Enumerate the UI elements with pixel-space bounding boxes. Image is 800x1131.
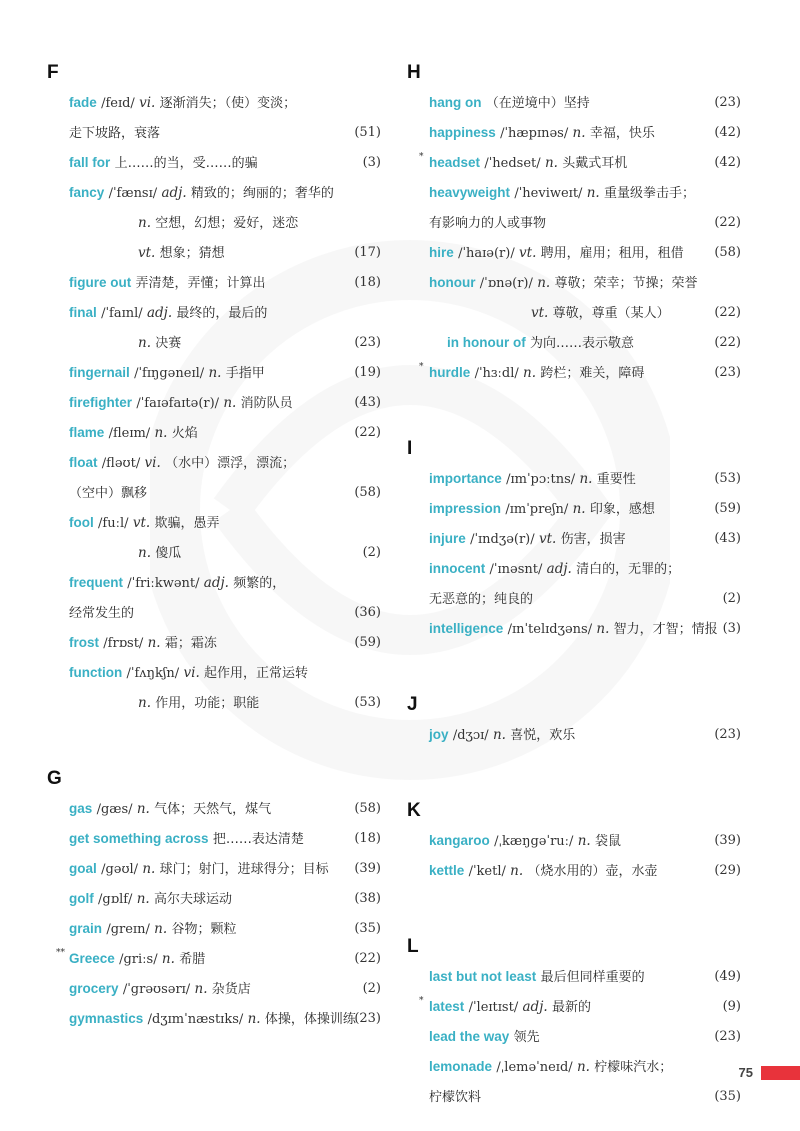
entry-phonetic: /ˈgrəʊsərɪ/ [122, 982, 191, 997]
entry-headword: gas [69, 801, 93, 816]
dictionary-entry [47, 854, 387, 884]
dictionary-entry [407, 118, 747, 148]
entry-headword: happiness [429, 125, 496, 140]
entry-definition: 重量级拳击手； [604, 186, 696, 201]
part-of-speech: n. [586, 185, 600, 201]
entry-definition: 火焰 [171, 426, 198, 441]
page-reference: (59) [714, 501, 741, 516]
entry-headword: innocent [429, 561, 486, 576]
entry-definition: 霜；霜冻 [164, 636, 217, 651]
entry-sense [47, 328, 387, 358]
entry-definition: 柠檬饮料 [429, 1090, 482, 1105]
section-l [407, 932, 747, 1112]
page-reference: (22) [354, 951, 381, 966]
section-letter: F [47, 62, 59, 83]
section-j [407, 690, 747, 750]
part-of-speech: vi. [183, 665, 200, 681]
part-of-speech: n. [596, 621, 610, 637]
page-reference: (2) [362, 981, 381, 996]
page-reference: (29) [714, 863, 741, 878]
part-of-speech: n. [194, 981, 208, 997]
entry-headword: latest [429, 999, 465, 1014]
entry-definition: 起作用，正常运转 [204, 666, 309, 681]
section-gap [407, 886, 747, 932]
dictionary-entry [47, 914, 387, 944]
entry-definition: 手指甲 [225, 366, 265, 381]
entry-phonetic: /ˈhɜːdl/ [474, 366, 519, 381]
entry-phonetic: /ˈɒnə(r)/ [479, 276, 533, 291]
part-of-speech: adj. [161, 185, 187, 201]
page-reference: (23) [354, 1011, 381, 1026]
page-reference: (22) [714, 215, 741, 230]
part-of-speech: n. [142, 861, 156, 877]
entry-headword: fade [69, 95, 97, 110]
entry-phonetic: /ˌleməˈneɪd/ [496, 1060, 573, 1075]
part-of-speech: n. [138, 335, 151, 351]
dictionary-entry [407, 178, 747, 208]
asterisk-mark: * [419, 996, 424, 1006]
entry-headword: headset [429, 155, 481, 170]
entry-phonetic: /ɪnˈtelɪdʒəns/ [507, 622, 593, 637]
entry-definition: 重要性 [596, 472, 636, 487]
page-reference: (43) [354, 395, 381, 410]
dictionary-entry [407, 148, 747, 178]
part-of-speech: n. [138, 215, 151, 231]
entry-phonetic: /ˈfriːkwənt/ [127, 576, 200, 591]
page-reference: (36) [354, 605, 381, 620]
entry-phonetic: /ˈfɪŋgəneɪl/ [134, 366, 205, 381]
entry-phonetic: /ˈɪnəsnt/ [489, 562, 543, 577]
part-of-speech: vt. [132, 515, 151, 531]
part-of-speech: n. [138, 695, 151, 711]
entry-headword: kettle [429, 863, 465, 878]
page-reference: (43) [714, 531, 741, 546]
entry-headword: fancy [69, 185, 105, 200]
entry-definition: 体操，体操训练 [264, 1012, 356, 1027]
entry-headword: flame [69, 425, 105, 440]
page-reference: (22) [714, 335, 741, 350]
entry-definition: 最新的 [551, 1000, 591, 1015]
entry-headword: function [69, 665, 123, 680]
section-letter: K [407, 800, 421, 821]
section-letter: G [47, 768, 62, 789]
page-reference: (2) [362, 545, 381, 560]
entry-definition: 气体；天然气，煤气 [154, 802, 272, 817]
section-f [47, 58, 387, 718]
dictionary-entry [47, 268, 387, 298]
entry-headword: hurdle [429, 365, 471, 380]
entry-phonetic: /feɪd/ [101, 96, 135, 111]
asterisk-mark: ** [56, 948, 65, 958]
page-reference: (18) [354, 831, 381, 846]
page-reference: (51) [354, 125, 381, 140]
page-reference: (23) [354, 335, 381, 350]
entry-phonetic: /ˌkæŋgəˈruː/ [494, 834, 574, 849]
entry-continuation [47, 598, 387, 628]
entry-headword: golf [69, 891, 94, 906]
entry-definition: 走下坡路，衰落 [69, 126, 161, 141]
entry-phonetic: /ˈhæpɪnəs/ [500, 126, 569, 141]
entry-definition: 经常发生的 [69, 606, 135, 621]
entry-phonetic: /ˈhaɪə(r)/ [458, 246, 515, 261]
dictionary-entry [407, 88, 747, 118]
page-reference: (23) [714, 365, 741, 380]
dictionary-entry [47, 628, 387, 658]
page-reference: (35) [354, 921, 381, 936]
part-of-speech: n. [544, 155, 558, 171]
entry-definition: 高尔夫球运动 [154, 892, 233, 907]
entry-phonetic: /ˈfʌŋkʃn/ [126, 666, 180, 681]
dictionary-entry [47, 884, 387, 914]
entry-definition: 精致的；绚丽的；奢华的 [190, 186, 334, 201]
dictionary-entry [47, 1004, 387, 1034]
dictionary-entry [407, 614, 747, 644]
part-of-speech: n. [147, 635, 161, 651]
dictionary-entry [407, 494, 747, 524]
section-g [47, 764, 387, 1034]
dictionary-entry [47, 824, 387, 854]
page-reference: (23) [714, 727, 741, 742]
entry-sense [47, 538, 387, 568]
entry-definition: 球门；射门，进球得分；目标 [159, 862, 329, 877]
entry-headword: grocery [69, 981, 119, 996]
dictionary-entry [47, 418, 387, 448]
entry-definition: 柠檬味汽水； [594, 1060, 673, 1075]
part-of-speech: vi. [144, 455, 161, 471]
entry-definition: 傻瓜 [155, 546, 182, 561]
entry-continuation [407, 1082, 747, 1112]
part-of-speech: n. [154, 921, 168, 937]
part-of-speech: n. [136, 891, 150, 907]
entry-definition: 作用，功能；职能 [155, 696, 260, 711]
entry-headword: final [69, 305, 97, 320]
page-reference: (9) [722, 999, 741, 1014]
entry-headword: float [69, 455, 98, 470]
page-accent-bar [761, 1066, 800, 1080]
dictionary-entry [407, 856, 747, 886]
part-of-speech: n. [154, 425, 168, 441]
dictionary-entry [407, 524, 747, 554]
part-of-speech: n. [576, 1059, 590, 1075]
page-reference: (18) [354, 275, 381, 290]
page-number: 75 [738, 1065, 753, 1080]
part-of-speech: vt. [519, 245, 537, 261]
part-of-speech: vt. [531, 305, 549, 321]
entry-definition: 逐渐消失；（使）变淡； [159, 96, 297, 111]
section-letter: H [407, 62, 421, 83]
entry-definition: 希腊 [179, 952, 206, 967]
entry-definition: 聘用，雇用；租用，租借 [540, 246, 684, 261]
entry-phonetic: /fuːl/ [98, 516, 129, 531]
entry-phonetic: /ˈfænsɪ/ [108, 186, 158, 201]
entry-definition: 幸福，快乐 [589, 126, 655, 141]
entry-definition: 印象，感想 [589, 502, 655, 517]
entry-headword: joy [429, 727, 449, 742]
entry-definition: 欺骗，愚弄 [154, 516, 220, 531]
page-reference: (42) [714, 155, 741, 170]
page-reference: (58) [354, 485, 381, 500]
entry-sense [47, 238, 387, 268]
entry-definition: 频繁的， [233, 576, 286, 591]
dictionary-entry [47, 944, 387, 974]
entry-definition: 领先 [513, 1030, 540, 1045]
part-of-speech: n. [523, 365, 537, 381]
dictionary-entry [407, 1022, 747, 1052]
section-gap [407, 388, 747, 434]
page-reference: (42) [714, 125, 741, 140]
entry-definition: 尊敬；荣幸；节操；荣誉 [554, 276, 698, 291]
page-reference: (2) [722, 591, 741, 606]
dictionary-entry [407, 554, 747, 584]
entry-phonetic: /ˈfaɪəfaɪtə(r)/ [136, 396, 220, 411]
part-of-speech: n. [161, 951, 175, 967]
entry-headword: figure out [69, 275, 132, 290]
entry-phonetic: /ˈɪndʒə(r)/ [470, 532, 535, 547]
page-reference: (58) [714, 245, 741, 260]
entry-headword: Greece [69, 951, 115, 966]
entry-headword: intelligence [429, 621, 504, 636]
page-reference: (3) [722, 621, 741, 636]
asterisk-mark: * [419, 152, 424, 162]
entry-definition: 袋鼠 [595, 834, 622, 849]
entry-headword: get something across [69, 831, 209, 846]
dictionary-entry [407, 1052, 747, 1082]
entry-continuation [407, 584, 747, 614]
page-reference: (23) [714, 1029, 741, 1044]
part-of-speech: n. [136, 801, 150, 817]
entry-definition: 有影响力的人或事物 [429, 216, 547, 231]
dictionary-entry [407, 358, 747, 388]
entry-phonetic: /ˈhedset/ [484, 156, 541, 171]
dictionary-entry [47, 568, 387, 598]
entry-definition: （水中）漂浮，漂流； [165, 456, 296, 471]
part-of-speech: n. [247, 1011, 261, 1027]
entry-definition: 把……表达清楚 [212, 832, 304, 847]
dictionary-entry [407, 268, 747, 298]
entry-headword: impression [429, 501, 502, 516]
asterisk-mark: * [419, 362, 424, 372]
section-letter: I [407, 438, 413, 459]
dictionary-entry [407, 992, 747, 1022]
page-reference: (35) [714, 1089, 741, 1104]
entry-headword: grain [69, 921, 103, 936]
entry-headword: fingernail [69, 365, 130, 380]
entry-continuation [47, 118, 387, 148]
section-gap [407, 644, 747, 690]
entry-phonetic: /ˈketl/ [468, 864, 506, 879]
part-of-speech: vi. [139, 95, 156, 111]
entry-definition: 跨栏；难关，障碍 [540, 366, 645, 381]
entry-phonetic: /dʒɪmˈnæstɪks/ [147, 1012, 244, 1027]
page-reference: (38) [354, 891, 381, 906]
entry-phonetic: /greɪn/ [106, 922, 150, 937]
entry-sense [47, 208, 387, 238]
part-of-speech: n. [572, 501, 586, 517]
dictionary-entry [47, 388, 387, 418]
entry-phonetic: /ɪmˈpɔːtns/ [506, 472, 576, 487]
dictionary-entry [47, 508, 387, 538]
page-reference: (58) [354, 801, 381, 816]
part-of-speech: n. [572, 125, 586, 141]
page-reference: (39) [714, 833, 741, 848]
page-reference: (17) [354, 245, 381, 260]
part-of-speech: adj. [203, 575, 229, 591]
page-reference: (19) [354, 365, 381, 380]
entry-headword: firefighter [69, 395, 133, 410]
entry-definition: 智力，才智；情报 [613, 622, 718, 637]
entry-definition: 弄清楚，弄懂；计算出 [135, 276, 266, 291]
page-reference: (39) [354, 861, 381, 876]
entry-definition: 头戴式耳机 [562, 156, 628, 171]
entry-headword: hang on [429, 95, 482, 110]
section-h [407, 58, 747, 388]
entry-headword: frequent [69, 575, 123, 590]
page-reference: (59) [354, 635, 381, 650]
entry-continuation [47, 478, 387, 508]
entry-headword: in honour of [447, 335, 526, 350]
left-column [47, 58, 387, 1034]
entry-headword: importance [429, 471, 502, 486]
dictionary-entry [47, 148, 387, 178]
entry-phonetic: /dʒɔɪ/ [452, 728, 489, 743]
entry-headword: gymnastics [69, 1011, 144, 1026]
entry-headword: injure [429, 531, 466, 546]
part-of-speech: n. [579, 471, 593, 487]
part-of-speech: adj. [522, 999, 548, 1015]
page-reference: (53) [714, 471, 741, 486]
entry-definition: 杂货店 [211, 982, 251, 997]
page-reference: (23) [714, 95, 741, 110]
entry-phonetic: /ˈheviweɪt/ [514, 186, 583, 201]
part-of-speech: vt. [138, 245, 156, 261]
part-of-speech: n. [537, 275, 551, 291]
entry-headword: hire [429, 245, 454, 260]
entry-phonetic: /gɒlf/ [98, 892, 133, 907]
page-reference: (3) [362, 155, 381, 170]
entry-headword: fall for [69, 155, 111, 170]
dictionary-entry [407, 720, 747, 750]
entry-headword: fool [69, 515, 94, 530]
section-gap [47, 718, 387, 764]
entry-headword: last but not least [429, 969, 537, 984]
part-of-speech: n. [138, 545, 151, 561]
entry-definition: （空中）飘移 [69, 486, 148, 501]
part-of-speech: vt. [538, 531, 557, 547]
page-reference: (22) [714, 305, 741, 320]
entry-sense [47, 688, 387, 718]
dictionary-entry [407, 328, 747, 358]
section-k [407, 796, 747, 886]
entry-phonetic: /ˈfaɪnl/ [101, 306, 143, 321]
dictionary-entry [407, 464, 747, 494]
entry-definition: 无恶意的；纯良的 [429, 592, 534, 607]
entry-definition: 空想，幻想；爱好，迷恋 [155, 216, 299, 231]
dictionary-entry [47, 178, 387, 208]
entry-phonetic: /ˈleɪtɪst/ [468, 1000, 519, 1015]
dictionary-entry [407, 826, 747, 856]
entry-definition: 消防队员 [240, 396, 293, 411]
page-reference: (53) [354, 695, 381, 710]
part-of-speech: n. [510, 863, 524, 879]
entry-phonetic: /fləʊt/ [101, 456, 141, 471]
dictionary-entry [47, 658, 387, 688]
dictionary-entry [47, 88, 387, 118]
dictionary-entry [47, 794, 387, 824]
part-of-speech: n. [208, 365, 222, 381]
entry-definition: 伤害，损害 [560, 532, 626, 547]
part-of-speech: n. [223, 395, 237, 411]
page-reference: (49) [714, 969, 741, 984]
entry-definition: 决赛 [155, 336, 182, 351]
entry-phonetic: /fleɪm/ [108, 426, 151, 441]
entry-definition: （在逆境中）坚持 [485, 96, 590, 111]
dictionary-entry [407, 238, 747, 268]
entry-definition: （烧水用的）壶，水壶 [527, 864, 658, 879]
entry-definition: 谷物；颗粒 [171, 922, 237, 937]
entry-definition: 上……的当，受……的骗 [114, 156, 258, 171]
section-letter: J [407, 694, 418, 715]
right-column [407, 58, 747, 1112]
entry-definition: 为向……表示敬意 [530, 336, 635, 351]
entry-headword: frost [69, 635, 99, 650]
part-of-speech: n. [492, 727, 506, 743]
entry-phonetic: /ɪmˈpreʃn/ [505, 502, 569, 517]
entry-headword: heavyweight [429, 185, 511, 200]
section-i [407, 434, 747, 644]
dictionary-entry [47, 974, 387, 1004]
entry-phonetic: /frɒst/ [103, 636, 144, 651]
entry-headword: kangaroo [429, 833, 490, 848]
entry-headword: goal [69, 861, 97, 876]
entry-headword: lead the way [429, 1029, 510, 1044]
part-of-speech: n. [577, 833, 591, 849]
part-of-speech: adj. [146, 305, 173, 321]
page-reference: (22) [354, 425, 381, 440]
entry-definition: 清白的，无罪的； [576, 562, 681, 577]
dictionary-entry [47, 448, 387, 478]
dictionary-entry [47, 358, 387, 388]
section-letter: L [407, 936, 419, 957]
entry-phonetic: /griːs/ [119, 952, 158, 967]
section-gap [407, 750, 747, 796]
entry-sense [407, 298, 747, 328]
part-of-speech: adj. [546, 561, 572, 577]
entry-headword: lemonade [429, 1059, 493, 1074]
entry-definition: 想象；猜想 [159, 246, 225, 261]
entry-definition: 喜悦，欢乐 [510, 728, 576, 743]
entry-continuation [407, 208, 747, 238]
entry-definition: 最终的，最后的 [176, 306, 268, 321]
entry-phonetic: /gəʊl/ [101, 862, 139, 877]
entry-headword: honour [429, 275, 476, 290]
entry-phonetic: /gæs/ [96, 802, 133, 817]
entry-definition: 尊敬，尊重（某人） [552, 306, 670, 321]
dictionary-entry [47, 298, 387, 328]
entry-definition: 最后但同样重要的 [540, 970, 645, 985]
dictionary-entry [407, 962, 747, 992]
